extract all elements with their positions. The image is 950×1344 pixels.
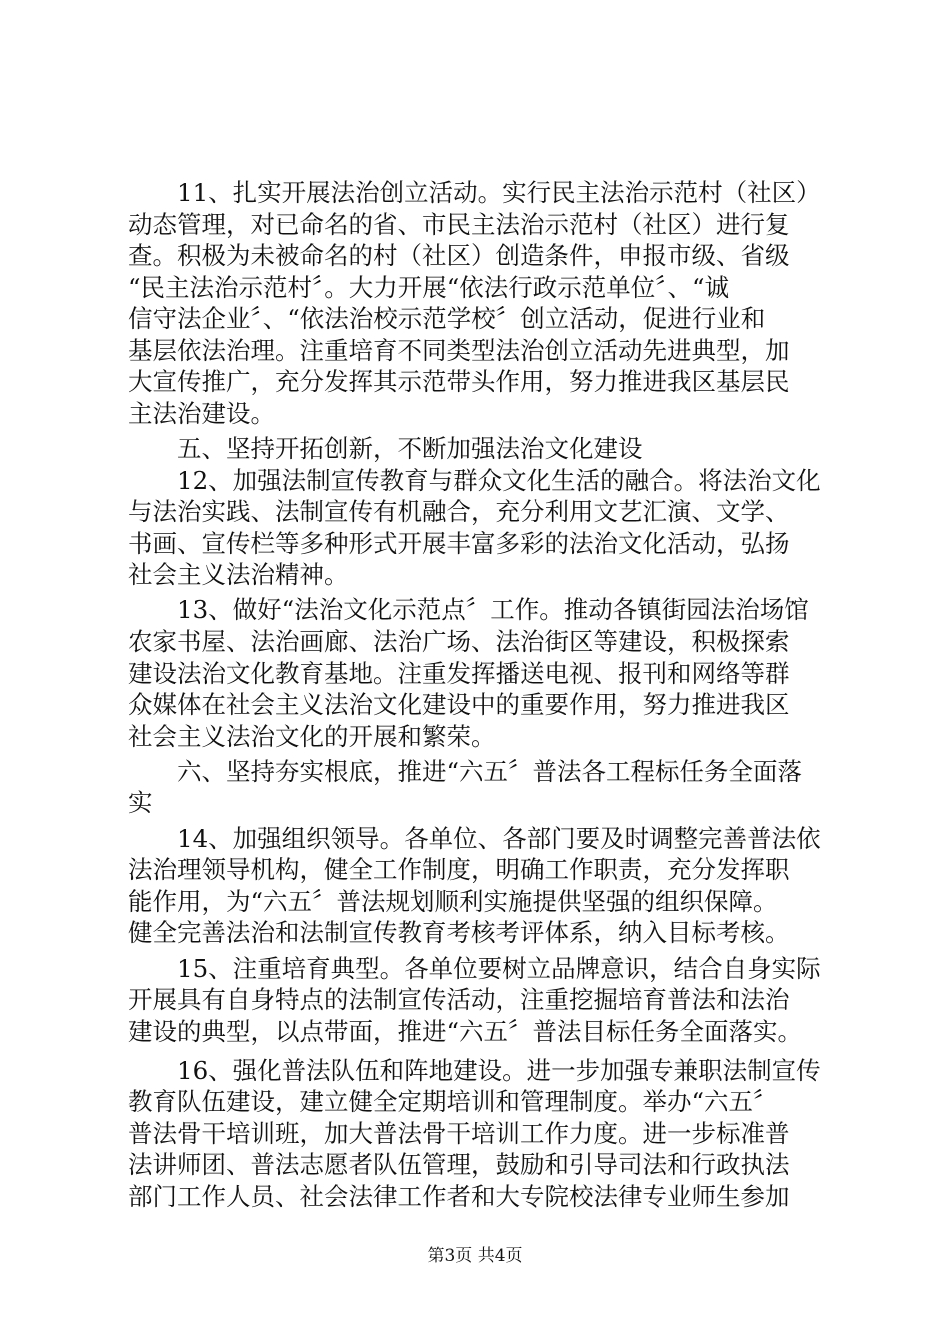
text-line: 与法治实践、法制宣传有机融合，充分利用文艺汇演、文学、 xyxy=(128,497,790,526)
text-line: 主法治建设。 xyxy=(128,399,275,428)
text-line: 基层依法治理。注重培育不同类型法治创立活动先进典型，加 xyxy=(128,336,790,365)
text-line: 法讲师团、普法志愿者队伍管理，鼓励和引导司法和行政执法 xyxy=(128,1150,790,1179)
text-line: 农家书屋、法治画廊、法治广场、法治街区等建设，积极探索 xyxy=(128,627,790,656)
text-line: “民主法治示范村〞。大力开展“依法行政示范单位〞、“诚 xyxy=(128,273,730,302)
text-line: 社会主义法治文化的开展和繁荣。 xyxy=(128,722,496,751)
page-footer: 第3页 共4页 xyxy=(427,1246,523,1266)
text-line: 开展具有自身特点的法制宣传活动，注重挖掘培育普法和法治 xyxy=(128,985,790,1014)
text-line: 法治理领导机构，健全工作制度，明确工作职责，充分发挥职 xyxy=(128,855,790,884)
text-line: 12、加强法制宣传教育与群众文化生活的融合。将法治文化 xyxy=(177,466,821,495)
section-heading: 六、坚持夯实根底，推进“六五〞普法各工程标任务全面落 xyxy=(177,757,803,786)
text-line: 教育队伍建设，建立健全定期培训和管理制度。举办“六五〞 xyxy=(128,1087,778,1116)
text-line: 普法骨干培训班，加大普法骨干培训工作力度。进一步标准普 xyxy=(128,1119,790,1148)
text-line: 社会主义法治精神。 xyxy=(128,560,349,589)
text-line: 健全完善法治和法制宣传教育考核考评体系，纳入目标考核。 xyxy=(128,918,790,947)
text-line: 15、注重培育典型。各单位要树立品牌意识，结合自身实际 xyxy=(177,954,821,983)
text-line: 信守法企业〞、“依法治校示范学校〞创立活动，促进行业和 xyxy=(128,304,766,333)
text-line: 能作用，为“六五〞普法规划顺利实施提供坚强的组织保障。 xyxy=(128,887,778,916)
text-line: 建设法治文化教育基地。注重发挥播送电视、报刊和网络等群 xyxy=(128,659,790,688)
text-line: 大宣传推广，充分发挥其示范带头作用，努力推进我区基层民 xyxy=(128,367,790,396)
section-heading: 五、坚持开拓创新，不断加强法治文化建设 xyxy=(177,434,643,463)
text-line: 部门工作人员、社会法律工作者和大专院校法律专业师生参加 xyxy=(128,1182,790,1211)
text-line: 动态管理，对已命名的省、市民主法治示范村（社区）进行复 xyxy=(128,210,790,239)
text-line: 众媒体在社会主义法治文化建设中的重要作用，努力推进我区 xyxy=(128,690,790,719)
text-line: 书画、宣传栏等多种形式开展丰富多彩的法治文化活动，弘扬 xyxy=(128,529,790,558)
text-line: 16、强化普法队伍和阵地建设。进一步加强专兼职法制宣传 xyxy=(177,1056,821,1085)
text-line: 查。积极为未被命名的村（社区）创造条件，申报市级、省级 xyxy=(128,241,790,270)
text-line: 11、扎实开展法治创立活动。实行民主法治示范村（社区） xyxy=(177,178,821,207)
section-heading: 实 xyxy=(128,788,153,817)
text-line: 14、加强组织领导。各单位、各部门要及时调整完善普法依 xyxy=(177,824,821,853)
text-line: 建设的典型，以点带面，推进“六五〞普法目标任务全面落实。 xyxy=(128,1017,803,1046)
text-line: 13、做好“法治文化示范点〞工作。推动各镇街园法治场馆 xyxy=(177,595,809,624)
